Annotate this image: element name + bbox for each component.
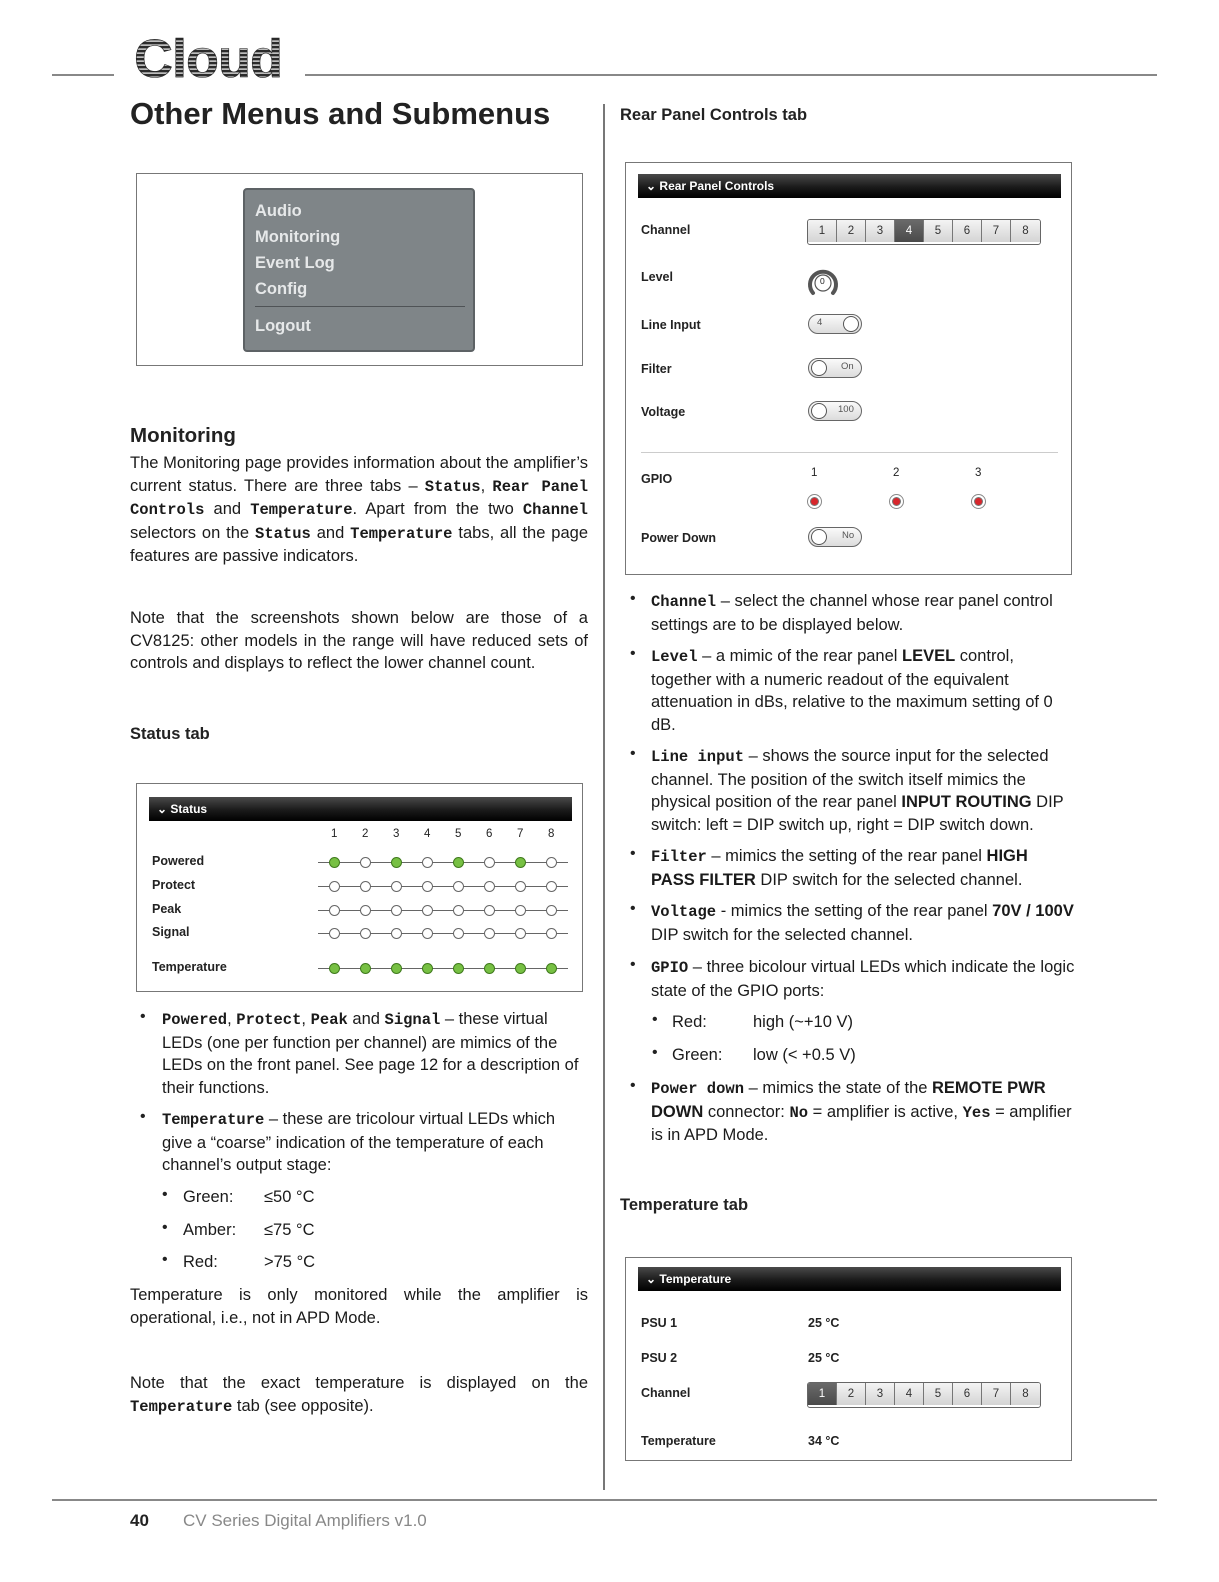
status-led [360,881,371,892]
status-led [422,905,433,916]
footer-rule [52,1499,1157,1501]
status-panel-screenshot [136,783,583,992]
chevron-down-icon: ⌄ [646,1272,657,1286]
led-track [318,933,568,934]
monitoring-paragraph-1: The Monitoring page provides information about the amplifier’s current status. There are three tabs – Status, Rear Panel Controls and Temperature. Apart from the two Channel selectors on the Status and Temperature tabs, all the page features are passive indicators. [130,454,588,565]
monitoring-menu [243,188,475,352]
channel-button-7[interactable]: 7 [982,1383,1011,1405]
gpio-led-3 [974,497,983,506]
chevron-down-icon: ⌄ [157,802,168,816]
status-led [453,881,464,892]
status-led [360,905,371,916]
menu-item-config[interactable]: Config [255,280,308,298]
channel-button-1[interactable]: 1 [808,1383,837,1405]
status-led [391,905,402,916]
column-divider [603,104,605,1490]
channel-button-5[interactable]: 5 [924,1383,953,1405]
channel-button-1[interactable]: 1 [808,220,837,242]
status-led [453,857,464,868]
status-led [453,928,464,939]
rpc-channel-label: Channel [641,223,691,237]
bullet-dot: • [630,745,636,762]
status-led [329,905,340,916]
rpc-filter-label: Filter [641,362,672,376]
status-channel-header: 7 [517,828,524,840]
status-led [515,857,526,868]
bullet-dot: • [652,1011,658,1028]
bullet-dot: • [140,1108,146,1125]
status-led [515,881,526,892]
status-channel-header: 3 [393,828,400,840]
temperature-note-paragraph: Temperature is only monitored while the amplifier is operational, i.e., not in APD Mode. [130,1286,588,1327]
status-led [453,905,464,916]
status-row-label: Signal [152,925,190,939]
bullet-power-down: Power down – mimics the state of the REMOTE PWR DOWN connector: No = amplifier is active, Yes = amplifier is in APD Mode. [651,1079,1072,1144]
temp-amber-label: Amber: [183,1221,237,1239]
status-led [360,963,371,974]
bullet-channel: Channel – select the channel whose rear panel control settings are to be displayed below. [651,592,1053,634]
status-led [515,905,526,916]
gpio-led-2 [892,497,901,506]
bullet-dot: • [630,645,636,662]
bullet-dot: • [630,590,636,607]
bullet-dot: • [162,1186,168,1203]
menu-item-monitoring[interactable]: Monitoring [255,228,341,246]
menu-item-logout[interactable]: Logout [255,317,311,335]
channel-button-5[interactable]: 5 [924,220,953,242]
status-led [546,928,557,939]
channel-button-2[interactable]: 2 [837,1383,866,1405]
status-led [391,881,402,892]
bullet-level: Level – a mimic of the rear panel LEVEL control, together with a numeric readout of the equivalent attenuation in dBs, relative to the maximum setting of 0 dB. [651,647,1053,734]
menu-item-audio[interactable]: Audio [255,202,302,220]
temperature-value: 34 °C [808,1434,840,1448]
status-led [329,963,340,974]
status-led [391,963,402,974]
line-input-toggle: 4 [808,314,862,334]
status-led [360,928,371,939]
status-row-label: Temperature [152,960,227,974]
psu2-label: PSU 2 [641,1351,678,1365]
menu-item-event-log[interactable]: Event Log [255,254,335,272]
status-tab-heading: Status tab [130,725,210,743]
status-led [546,881,557,892]
status-panel-header[interactable]: ⌄ Status [149,797,572,821]
status-row-label: Protect [152,878,196,892]
status-channel-header: 5 [455,828,462,840]
gpio-red-label: Red: [672,1013,707,1031]
status-led [484,881,495,892]
status-led [329,928,340,939]
status-row-label: Powered [152,854,205,868]
rpc-panel-screenshot [625,162,1072,575]
status-led [422,857,433,868]
bullet-gpio: GPIO – three bicolour virtual LEDs which indicate the logic state of the GPIO ports: [651,958,1075,1000]
temperature-panel-header[interactable]: ⌄ Temperature [638,1267,1061,1291]
gpio-red-value: high (~+10 V) [753,1013,853,1031]
status-channel-header: 4 [424,828,431,840]
temp-channel-label: Channel [641,1386,691,1400]
temp-channel-selector [807,1382,1041,1408]
status-row-label: Peak [152,902,182,916]
menu-separator [255,306,465,307]
channel-button-6[interactable]: 6 [953,1383,982,1405]
temperature-tab-heading: Temperature tab [620,1196,749,1214]
status-led [546,963,557,974]
status-led [360,857,371,868]
channel-button-8[interactable]: 8 [1011,1383,1040,1405]
status-led [391,857,402,868]
page-title: Other Menus and Submenus [130,96,551,131]
psu1-value: 25 °C [808,1316,840,1330]
status-channel-header: 6 [486,828,493,840]
level-value: 0 [820,276,825,286]
header-rule-left [52,74,114,76]
bullet-dot: • [630,956,636,973]
bullet-dot: • [630,845,636,862]
power-down-toggle: No [808,527,862,547]
voltage-toggle: 100 [808,401,862,421]
status-led [484,963,495,974]
status-led [484,905,495,916]
status-led [422,928,433,939]
gpio-port-2-label: 2 [893,467,900,479]
temp-red-label: Red: [183,1253,218,1271]
channel-button-8[interactable]: 8 [1011,220,1040,242]
gpio-green-value: low (< +0.5 V) [753,1046,856,1064]
bullet-line-input: Line input – shows the source input for the selected channel. The position of the switch itself mimics the physical position of the rear panel INPUT ROUTING DIP switch: left = DIP switch up, right = DIP switch down. [651,747,1064,834]
status-led [484,857,495,868]
bullet-filter: Filter – mimics the setting of the rear panel HIGH PASS FILTER DIP switch for the selected channel. [651,847,1028,889]
page-number: 40 [130,1511,149,1530]
rpc-line-input-label: Line Input [641,318,701,332]
svg-text:Cloud: Cloud [134,30,282,82]
exact-temp-note: Note that the exact temperature is displayed on the Temperature tab (see opposite). [130,1374,588,1416]
status-led [515,928,526,939]
temperature-panel-screenshot [625,1257,1072,1461]
led-track [318,968,568,969]
bullet-dot: • [162,1219,168,1236]
channel-button-4[interactable]: 4 [895,1383,924,1405]
rpc-voltage-label: Voltage [641,405,686,419]
gpio-green-label: Green: [672,1046,723,1064]
status-led [391,928,402,939]
gpio-port-1-label: 1 [811,467,818,479]
monitoring-heading: Monitoring [130,424,236,447]
status-led [329,857,340,868]
psu2-value: 25 °C [808,1351,840,1365]
status-led [484,928,495,939]
status-led [422,881,433,892]
temp-red-value: >75 °C [264,1253,316,1271]
bullet-dot: • [652,1044,658,1061]
channel-button-6[interactable]: 6 [953,220,982,242]
bullet-dot: • [140,1008,146,1025]
rpc-divider [641,452,1058,453]
bullet-powered-protect: Powered, Protect, Peak and Signal – these virtual LEDs (one per function per channel) are mimics of the LEDs on the front panel. See page 12 for a description of their functions. [162,1010,579,1097]
rpc-level-label: Level [641,270,673,284]
temperature-label: Temperature [641,1434,716,1448]
header-rule-right [305,74,1157,76]
rpc-channel-selector [807,219,1041,245]
status-channel-header: 8 [548,828,555,840]
rpc-panel-header[interactable]: ⌄ Rear Panel Controls [638,174,1061,198]
channel-button-3[interactable]: 3 [866,220,895,242]
status-led [515,963,526,974]
chevron-down-icon: ⌄ [646,179,657,193]
status-channel-header: 2 [362,828,369,840]
gpio-led-1 [810,497,819,506]
psu1-label: PSU 1 [641,1316,678,1330]
bullet-voltage: Voltage - mimics the setting of the rear panel 70V / 100V DIP switch for the selected channel. [651,902,1074,944]
cloud-logo [132,30,284,82]
monitoring-paragraph-2: Note that the screenshots shown below are those of a CV8125: other models in the range will have reduced sets of controls and displays to reflect the lower channel count. [130,609,588,672]
channel-button-4[interactable]: 4 [895,220,924,242]
led-track [318,886,568,887]
rpc-power-down-label: Power Down [641,531,717,545]
rpc-tab-heading: Rear Panel Controls tab [620,106,808,124]
temp-amber-value: ≤75 °C [264,1221,315,1239]
channel-button-7[interactable]: 7 [982,220,1011,242]
status-led [329,881,340,892]
status-led [422,963,433,974]
bullet-dot: • [162,1251,168,1268]
status-channel-header: 1 [331,828,338,840]
rpc-gpio-label: GPIO [641,472,673,486]
status-led [453,963,464,974]
bullet-dot: • [630,900,636,917]
temp-green-value: ≤50 °C [264,1188,315,1206]
led-track [318,862,568,863]
bullet-temperature: Temperature – these are tricolour virtual LEDs which give a “coarse” indication of the temperature of each channel’s output stage: [162,1110,556,1174]
temp-green-label: Green: [183,1188,234,1206]
filter-toggle: On [808,358,862,378]
gpio-port-3-label: 3 [975,467,982,479]
channel-button-2[interactable]: 2 [837,220,866,242]
status-led [546,857,557,868]
footer-doc-title: CV Series Digital Amplifiers v1.0 [183,1511,427,1530]
bullet-dot: • [630,1077,636,1094]
status-led [546,905,557,916]
led-track [318,910,568,911]
channel-button-3[interactable]: 3 [866,1383,895,1405]
